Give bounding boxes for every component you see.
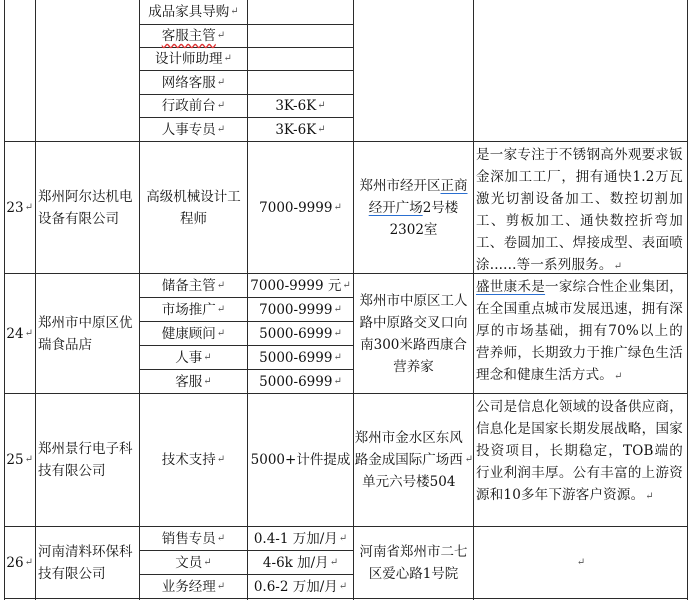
paragraph-mark: ↵ (333, 375, 342, 387)
paragraph-mark: ↵ (216, 580, 226, 592)
salary-value: 7000-9999 元 (250, 277, 342, 294)
table-border-right (687, 0, 688, 600)
position-title: 高级机械设计工程师 (146, 188, 241, 227)
position-title: 业务经理 (161, 578, 216, 595)
salary-value: 5000-6999 (259, 349, 333, 366)
paragraph-mark: ↵ (24, 454, 33, 465)
paragraph-mark: ↵ (24, 201, 33, 213)
position-cell (140, 575, 247, 598)
salary-cell (248, 95, 353, 117)
paragraph-mark: ↵ (203, 375, 212, 387)
paragraph-mark: ↵ (338, 532, 348, 544)
salary-value: 5000-6999 (259, 373, 333, 390)
table-border-bottom (4, 598, 688, 599)
salary-cell (248, 298, 353, 321)
paragraph-mark: ↵ (613, 261, 623, 272)
paragraph-mark: ↵ (24, 327, 33, 339)
position-cell (140, 551, 247, 574)
company-name: 郑州市中原区优瑞食品店 (38, 314, 133, 353)
salary-cell (248, 346, 353, 369)
salary-value: 4-6k 加/月 (262, 554, 329, 571)
address-cell: 郑州市中原区工人路中原路交叉口向南300米路西康合营养家 (359, 292, 468, 375)
salary-cell (248, 527, 353, 550)
position-cell (140, 25, 247, 47)
salary-cell (248, 575, 353, 598)
position-cell (140, 274, 247, 297)
row-index: 24 ↵ (5, 274, 35, 393)
position-cell (140, 142, 247, 273)
row-index: 23 ↵ (5, 142, 35, 273)
paragraph-mark: ↵ (317, 123, 326, 135)
paragraph-mark: ↵ (216, 123, 226, 135)
company-description: 盛世康禾是一家综合性企业集团，在全国重点城市发展迅速，拥有深厚的市场基础，拥有70%以上的营养师，长期致力于推广绿色生活理念和健康生活方式。↵ (476, 279, 684, 383)
position-title: 文员 (175, 554, 203, 571)
paragraph-mark: ↵ (333, 303, 342, 315)
position-title: 储备主管 (161, 277, 216, 294)
paragraph-mark: ↵ (464, 454, 473, 465)
paragraph-mark: ↵ (216, 76, 226, 88)
salary-cell (248, 118, 353, 141)
position-title: 健康顾问 (161, 325, 216, 342)
position-cell (140, 0, 247, 24)
paragraph-mark: ↵ (203, 556, 212, 568)
paragraph-mark: ↵ (333, 351, 342, 363)
company-description: 公司是信息化领域的设备供应商，信息化是国家长期发展战略，国家投资项目，长期稳定，TOB端的行业利润丰厚。公有丰富的上游资源和10多年下游客户资源。↵ (476, 399, 683, 503)
salary-value: 7000-9999 (259, 199, 333, 216)
salary-value: 3K-6K (275, 98, 317, 114)
position-cell (140, 394, 247, 526)
paragraph-mark: ↵ (216, 327, 226, 339)
address-cell: 郑州市金水区东风路金成国际广场西单元六号楼504 ↵ (354, 430, 473, 490)
position-title: 销售专员 (161, 530, 216, 547)
company-description: 是一家专注于不锈钢高外观要求钣金深加工工厂，拥有通快1.2万瓦激光切割设备加工、数控切割加工、剪板加工、通快数控折弯加工、卷圆加工、焊接成型、表面喷涂......等一系列服务。↵ (476, 147, 683, 273)
salary-value: 5000-6999 (259, 325, 333, 342)
salary-cell (248, 322, 353, 345)
position-title: 设计师助理 (155, 51, 223, 67)
salary-value: 7000-9999 (259, 301, 333, 318)
salary-cell (248, 394, 353, 526)
row-index: 25 ↵ (5, 394, 35, 526)
salary-cell (248, 551, 353, 574)
position-title: 人事 (175, 349, 203, 366)
row-index: 26 ↵ (5, 527, 35, 598)
position-title: 客服主管 (161, 28, 216, 44)
position-cell (140, 322, 247, 345)
position-title: 技术支持 (161, 452, 216, 468)
salary-value: 5000+计件提成 (250, 452, 351, 468)
position-title: 行政前台 (161, 98, 216, 114)
salary-cell (248, 370, 353, 393)
position-title: 客服 (175, 373, 203, 390)
address-part: 郑州市经开区 (359, 177, 441, 194)
paragraph-mark: ↵ (333, 327, 342, 339)
position-title: 人事专员 (161, 121, 216, 138)
salary-cell (248, 274, 353, 297)
salary-value: 0.6-2 万加/月 (253, 578, 338, 595)
paragraph-mark: ↵ (24, 556, 33, 568)
brand-name: 盛世康禾是 (476, 279, 546, 295)
paragraph-mark: ↵ (230, 6, 239, 17)
position-cell (140, 118, 247, 141)
position-cell (140, 370, 247, 393)
salary-value: 0.4-1 万加/月 (253, 530, 338, 547)
paragraph-mark: ↵ (223, 53, 232, 64)
paragraph-mark: ↵ (216, 532, 226, 544)
position-title: 市场推广 (161, 301, 216, 318)
address-cell (354, 142, 473, 273)
paragraph-mark: ↵ (216, 454, 226, 465)
position-cell (140, 48, 247, 70)
paragraph-mark: ↵ (216, 30, 226, 41)
address-part: 2号楼2302室 (389, 199, 459, 238)
paragraph-mark: ↵ (333, 201, 342, 213)
paragraph-mark: ↵ (216, 303, 226, 315)
address-cell: 河南省郑州市二七区爱心路1号院 (359, 543, 468, 582)
paragraph-mark: ↵ (576, 556, 586, 568)
paragraph-mark: ↵ (317, 100, 326, 111)
position-cell (140, 95, 247, 117)
paragraph-mark: ↵ (216, 279, 226, 291)
company-description (474, 527, 687, 598)
paragraph-mark: ↵ (342, 279, 351, 291)
position-cell (140, 527, 247, 550)
paragraph-mark: ↵ (203, 351, 212, 363)
company-name: 郑州阿尔达机电设备有限公司 (38, 188, 133, 227)
position-title: 成品家具导购 (148, 4, 230, 20)
paragraph-mark: ↵ (216, 100, 226, 111)
paragraph-mark: ↵ (614, 371, 623, 382)
position-cell (140, 71, 247, 94)
paragraph-mark: ↵ (338, 580, 348, 592)
position-cell (140, 346, 247, 369)
address-part: 正商经开广场 (368, 177, 468, 216)
company-name: 郑州景行电子科技有限公司 (38, 441, 133, 479)
position-title: 网络客服 (161, 74, 216, 91)
salary-cell (248, 142, 353, 273)
salary-value: 3K-6K (275, 121, 317, 138)
company-name: 河南清料环保科技有限公司 (38, 543, 133, 582)
position-cell (140, 298, 247, 321)
paragraph-mark: ↵ (645, 491, 654, 502)
paragraph-mark: ↵ (329, 556, 339, 568)
